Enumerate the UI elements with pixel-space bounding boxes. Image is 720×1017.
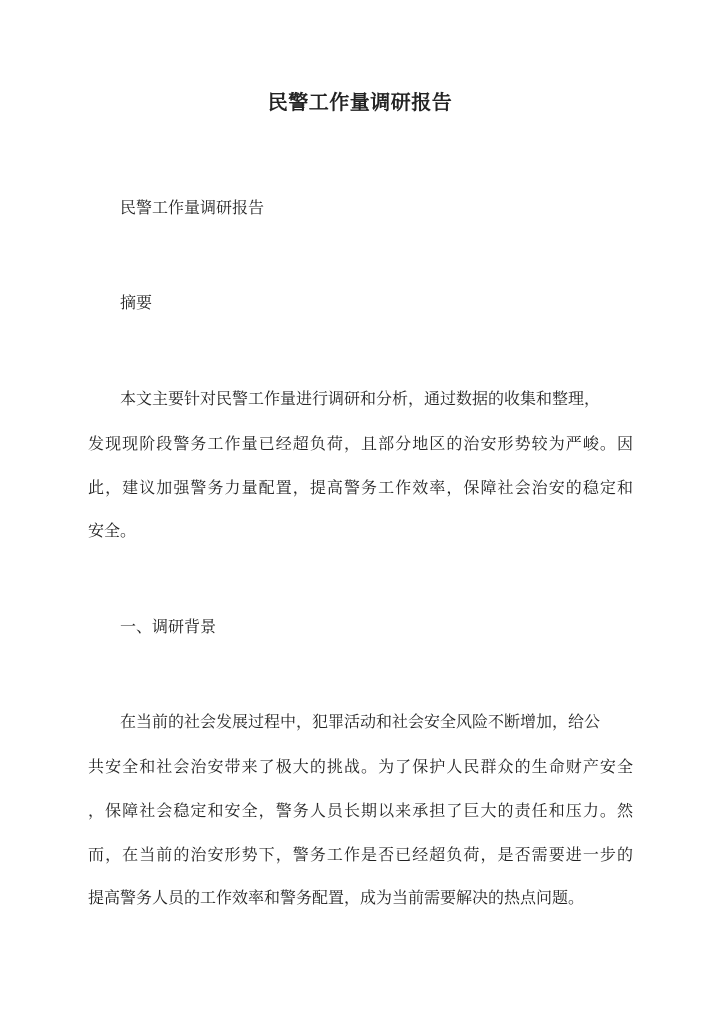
section-1-line-3: ，保障社会稳定和安全，警务人员长期以来承担了巨大的责任和压力。然: [88, 801, 633, 820]
section-1-heading: 一、调研背景: [120, 617, 217, 636]
abstract-heading: 摘要: [120, 293, 153, 312]
abstract-line-3: 此，建议加强警务力量配置，提高警务工作效率，保障社会治安的稳定和: [88, 478, 633, 497]
section-1-line-2: 共安全和社会治安带来了极大的挑战。为了保护人民群众的生命财产安全: [88, 757, 633, 776]
abstract-line-1: 本文主要针对民警工作量进行调研和分析，通过数据的收集和整理，: [120, 389, 601, 408]
section-1-line-1: 在当前的社会发展过程中，犯罪活动和社会安全风险不断增加，给公: [120, 712, 601, 731]
document-subtitle: 民警工作量调研报告: [120, 198, 265, 217]
abstract-line-2: 发现现阶段警务工作量已经超负荷，且部分地区的治安形势较为严峻。因: [88, 434, 633, 453]
abstract-line-4: 安全。: [88, 521, 137, 540]
section-1-line-5: 提高警务人员的工作效率和警务配置，成为当前需要解决的热点问题。: [88, 888, 585, 907]
document-title: 民警工作量调研报告: [267, 90, 453, 114]
section-1-line-4: 而，在当前的治安形势下，警务工作是否已经超负荷，是否需要进一步的: [88, 845, 633, 864]
